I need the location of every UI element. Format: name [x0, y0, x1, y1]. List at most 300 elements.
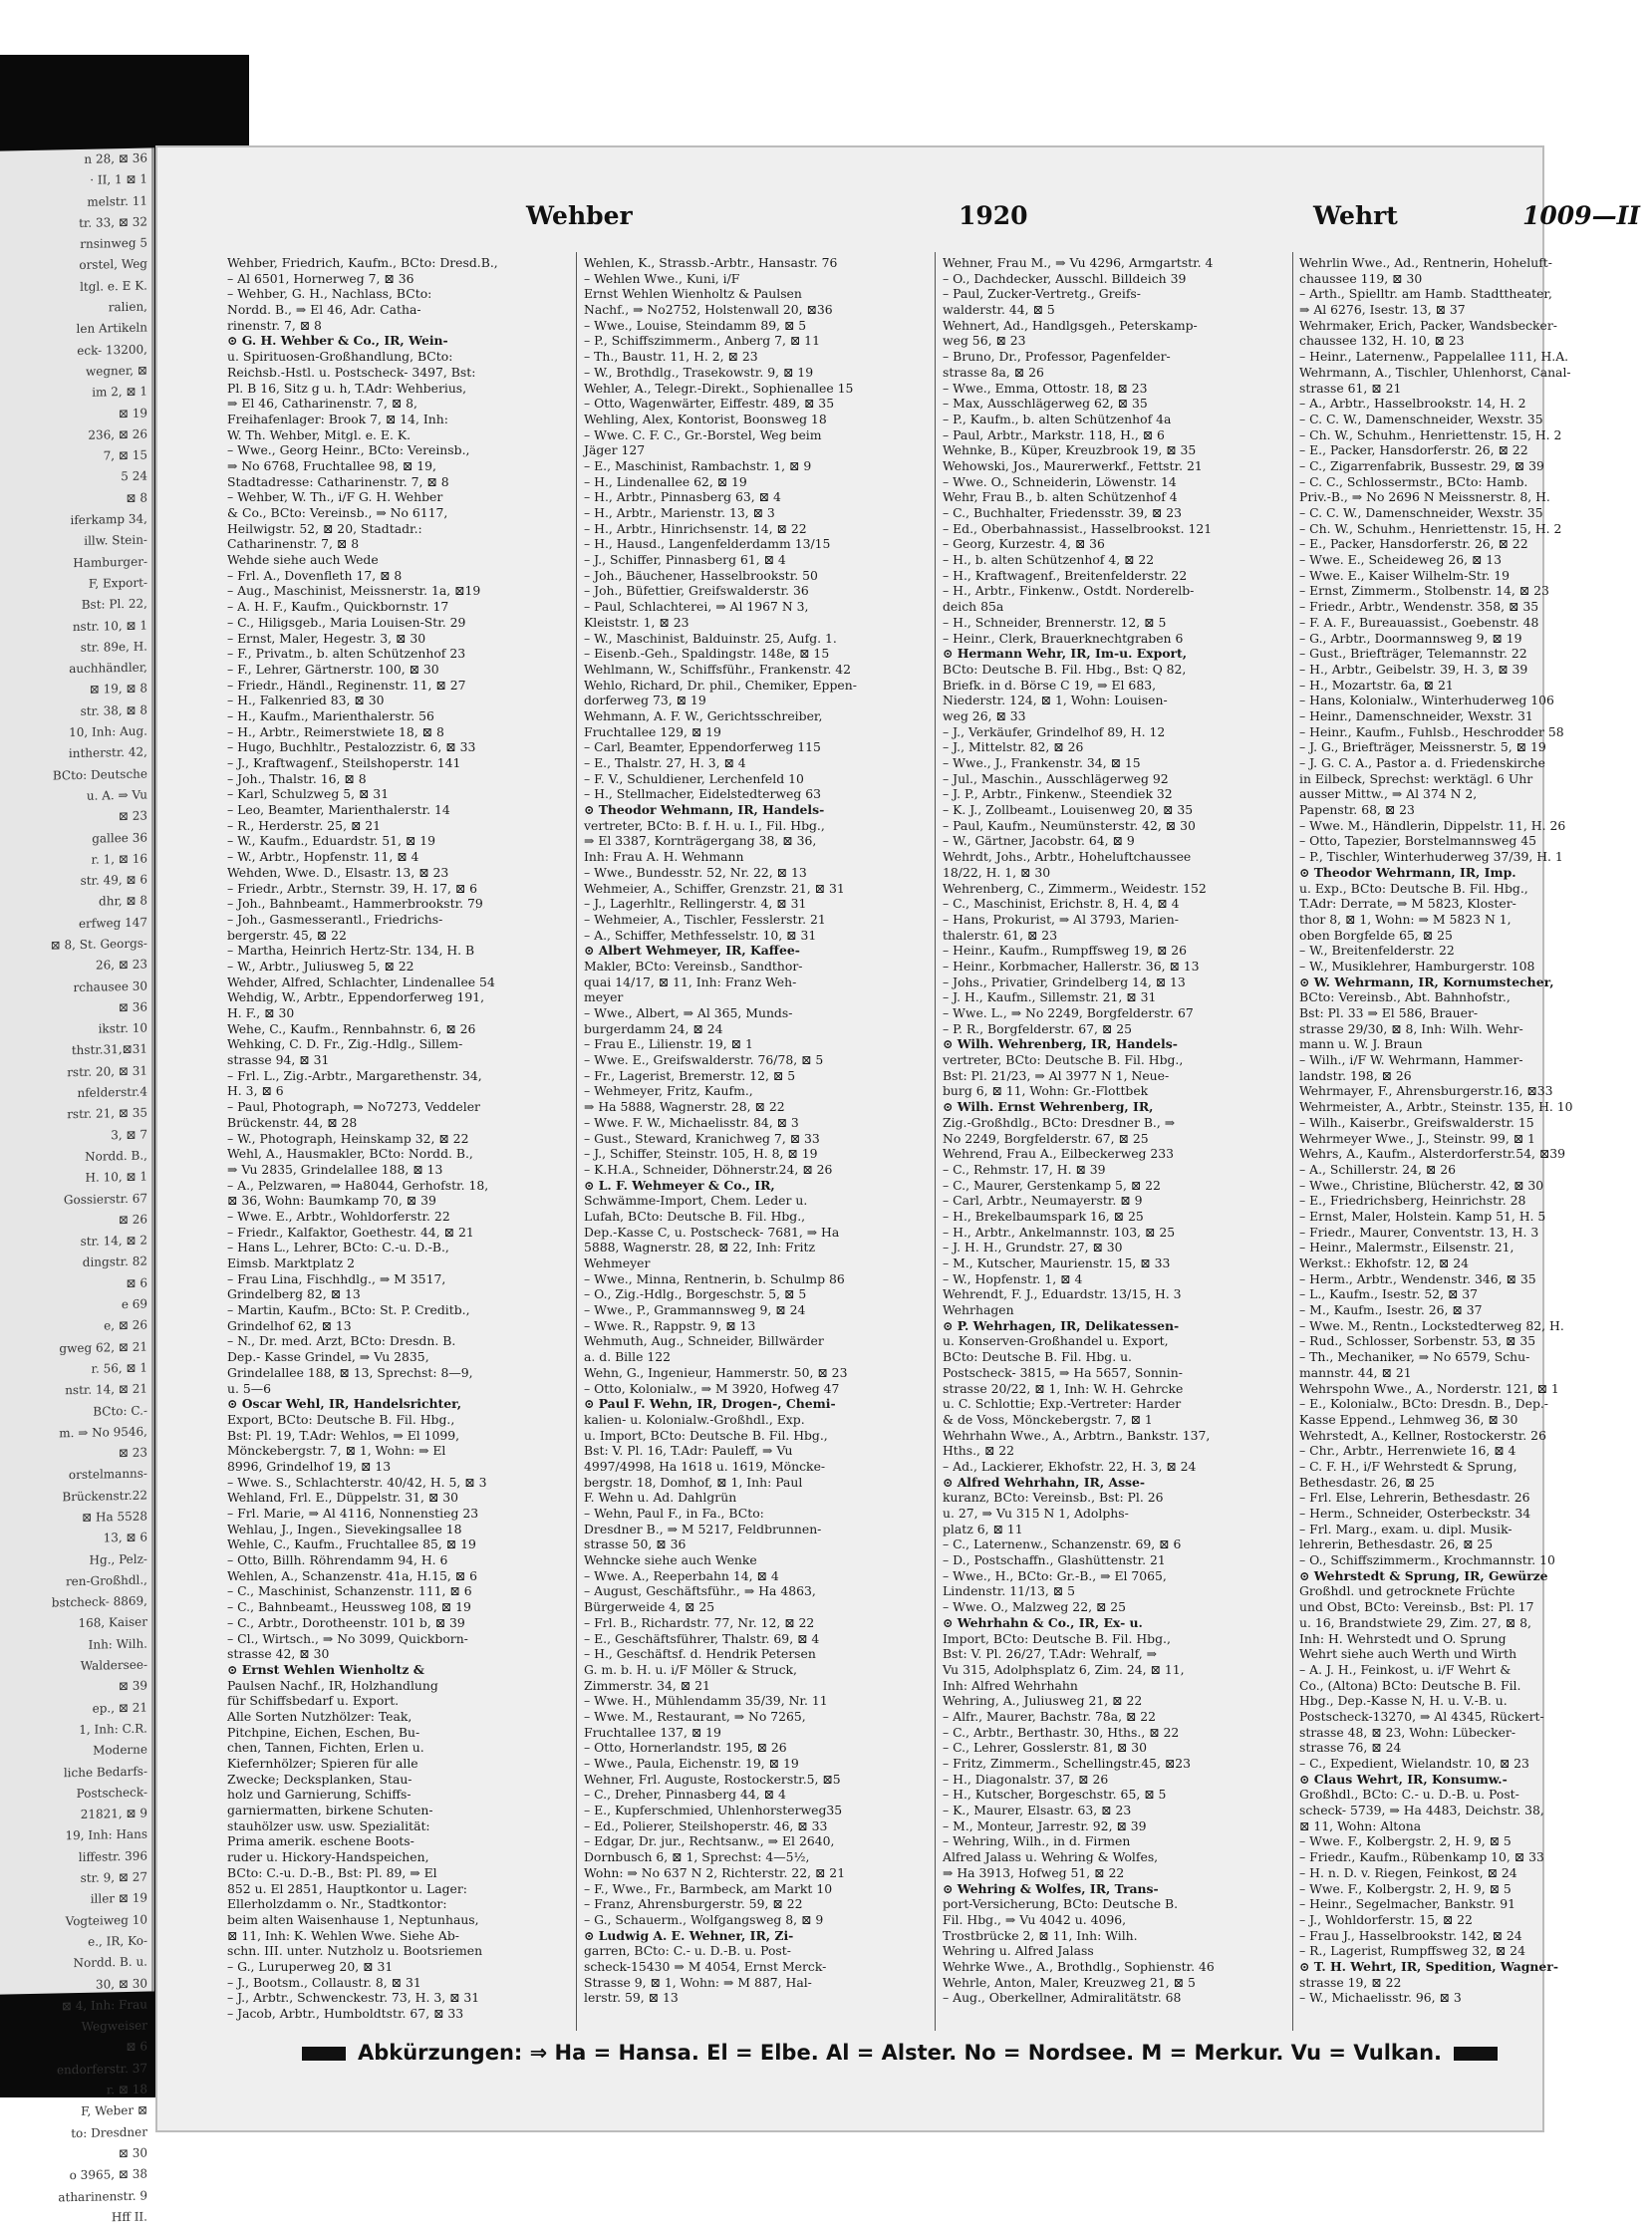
directory-entry-line: mann u. W. J. Braun — [1299, 1036, 1423, 1052]
directory-entry-line: Wehrmaker, Erich, Packer, Wandsbecker- — [1299, 317, 1557, 333]
directory-entry-line: Wehring, A., Juliusweg 21, ⊠ 22 — [943, 1693, 1143, 1709]
directory-entry-line: weg 26, ⊠ 33 — [943, 707, 1026, 723]
directory-entry-line: – Carl, Beamter, Eppendorferweg 115 — [584, 739, 821, 755]
prev-page-line: ⊠ 6 — [126, 1275, 147, 1290]
directory-entry-line: meyer — [584, 989, 624, 1005]
directory-entry-line: Inh: Alfred Wehrhahn — [943, 1677, 1078, 1693]
prev-page-line: orstel, Weg — [79, 257, 147, 273]
prev-page-line: orstelmanns- — [68, 1466, 147, 1483]
directory-entry-line: u. Spirituosen-Großhandlung, BCto: — [227, 349, 453, 365]
directory-entry-line: ⇒ El 46, Catharinenstr. 7, ⊠ 8, — [227, 396, 417, 412]
directory-entry-line: port-Versicherung, BCto: Deutsche B. — [943, 1896, 1179, 1912]
directory-entry-line: ausser Mittw., ⇒ Al 374 N 2, — [1299, 786, 1478, 802]
directory-entry-line: – H., Arbtr., Geibelstr. 39, H. 3, ⊠ 39 — [1299, 661, 1528, 677]
prev-page-line: nstr. 10, ⊠ 1 — [72, 618, 147, 634]
directory-entry-line: – Ernst, Maler, Hegestr. 3, ⊠ 30 — [227, 630, 426, 646]
directory-entry-line: – C., Rehmstr. 17, H. ⊠ 39 — [943, 1161, 1106, 1177]
directory-entry-line: – N., Dr. med. Arzt, BCto: Dresdn. B. — [227, 1333, 456, 1349]
directory-entry-line: Nachf., ⇒ No2752, Holstenwall 20, ⊠36 — [584, 302, 833, 318]
directory-entry-line: ⇒ Ha 5888, Wagnerstr. 28, ⊠ 22 — [584, 1099, 785, 1115]
directory-entry-line: u. 16, Brandstwiete 29, Zim. 27, ⊠ 8, — [1299, 1614, 1531, 1630]
abbreviation-text: Abkürzungen: ⇒ Ha = Hansa. El = Elbe. Al = Alster. No = Nordsee. M = Merkur. Vu = Vulkan. — [357, 2041, 1442, 2065]
footer-ornament-left — [302, 2047, 346, 2061]
prev-page-line: Nordd. B. u. — [73, 1954, 147, 1971]
directory-entry-line: Zig.-Großhdlg., BCto: Dresdner B., ⇒ — [943, 1114, 1176, 1130]
prev-page-line: 13, ⊠ 6 — [103, 1530, 147, 1545]
directory-entry-line: ⊙ Theodor Wehrmann, IR, Imp. — [1299, 864, 1516, 880]
directory-entry-line: ⊠ 11, Inh: K. Wehlen Wwe. Siehe Ab- — [227, 1927, 459, 1943]
header-page-number: 1009—II — [1522, 201, 1640, 230]
directory-entry-line: platz 6, ⊠ 11 — [943, 1521, 1023, 1536]
directory-entry-line: ⇒ Ha 3913, Hofweg 51, ⊠ 22 — [943, 1864, 1125, 1880]
directory-entry-line: – Wehlen Wwe., Kuni, i/F — [584, 270, 740, 286]
directory-entry-line: – Bruno, Dr., Professor, Pagenfelder- — [943, 349, 1171, 365]
directory-entry-line: – A., Arbtr., Hasselbrookstr. 14, H. 2 — [1299, 396, 1526, 412]
directory-entry-line: – Otto, Tapezier, Borstelmannsweg 45 — [1299, 833, 1536, 849]
directory-entry-line: Wehnke, B., Küper, Kreuzbrook 19, ⊠ 35 — [943, 442, 1197, 458]
directory-entry-line: Alle Sorten Nutzhölzer: Teak, — [227, 1708, 413, 1724]
prev-page-line: bstcheck- 8869, — [51, 1593, 147, 1610]
directory-entry-line: – Edgar, Dr. jur., Rechtsanw., ⇒ El 2640, — [584, 1833, 835, 1849]
directory-entry-line: 852 u. El 2851, Hauptkontor u. Lager: — [227, 1880, 467, 1896]
prev-page-line: 26, ⊠ 23 — [95, 957, 147, 973]
prev-page-line: wegner, ⊠ — [86, 363, 147, 379]
directory-entry-line: – A., Schiffer, Methfesselstr. 10, ⊠ 31 — [584, 927, 817, 943]
directory-entry-line: Inh: Frau A. H. Wehmann — [584, 849, 744, 865]
directory-entry-line: – Gust., Steward, Kranichweg 7, ⊠ 33 — [584, 1130, 820, 1146]
prev-page-line: BCto: C.- — [93, 1403, 147, 1419]
directory-entry-line: Strasse 9, ⊠ 1, Wohn: ⇒ M 887, Hal- — [584, 1974, 812, 1990]
directory-entry-line: – Martin, Kaufm., BCto: St. P. Creditb., — [227, 1302, 470, 1318]
directory-entry-line: – Heinr., Laternenw., Pappelallee 111, H.A. — [1299, 349, 1569, 365]
directory-entry-line: ⊙ T. H. Wehrt, IR, Spedition, Wagner- — [1299, 1958, 1558, 1974]
page-header — [317, 201, 1652, 241]
directory-entry-line: – Al 6501, Hornerweg 7, ⊠ 36 — [227, 270, 414, 286]
directory-entry-line: – E., Friedrichsberg, Heinrichstr. 28 — [1299, 1193, 1526, 1209]
directory-entry-line: – H., Arbtr., Pinnasberg 63, ⊠ 4 — [584, 489, 781, 505]
directory-entry-line: Wehrenberg, C., Zimmerm., Weidestr. 152 — [943, 880, 1207, 896]
directory-entry-line: Heilwigstr. 52, ⊠ 20, Stadtadr.: — [227, 520, 422, 536]
directory-entry-line: – Carl, Arbtr., Neumayerstr. ⊠ 9 — [943, 1193, 1143, 1209]
directory-entry-line: Bst: V. Pl. 16, T.Adr: Pauleff, ⇒ Vu — [584, 1443, 793, 1459]
directory-entry-line: – E., Packer, Hansdorferstr. 26, ⊠ 22 — [1299, 442, 1528, 458]
directory-entry-line: ⊙ Hermann Wehr, IR, Im-u. Export, — [943, 646, 1188, 662]
prev-page-line: auchhändler, — [69, 660, 147, 677]
directory-entry-line: – E., Kolonialw., BCto: Dresdn. B., Dep.- — [1299, 1396, 1548, 1412]
directory-entry-line: quai 14/17, ⊠ 11, Inh: Franz Weh- — [584, 974, 797, 989]
prev-page-line: rchausee 30 — [73, 978, 147, 994]
prev-page-line: dingstr. 82 — [82, 1254, 147, 1270]
directory-entry-line: – H., Hausd., Langenfelderdamm 13/15 — [584, 536, 831, 552]
directory-entry-line: ⇒ El 3387, Kornträgergang 38, ⊠ 36, — [584, 833, 817, 849]
directory-entry-line: – Frl. Else, Lehrerin, Bethesdastr. 26 — [1299, 1490, 1530, 1506]
directory-entry-line: – C., Zigarrenfabrik, Bussestr. 29, ⊠ 39 — [1299, 457, 1544, 473]
prev-page-line: 21821, ⊠ 9 — [80, 1806, 147, 1822]
prev-page-line: Moderne — [93, 1742, 147, 1758]
prev-page-line: Hg., Pelz- — [89, 1551, 147, 1567]
directory-entry-line: – Jul., Maschin., Ausschlägerweg 92 — [943, 770, 1169, 786]
directory-entry-line: – Friedr., Arbtr., Wendenstr. 358, ⊠ 35 — [1299, 599, 1539, 615]
directory-entry-line: – E., Packer, Hansdorferstr. 26, ⊠ 22 — [1299, 536, 1528, 552]
prev-page-line: to: Dresdner — [71, 2124, 147, 2140]
directory-entry-line: strasse 50, ⊠ 36 — [584, 1536, 687, 1552]
directory-entry-line: – H., Kutscher, Borgeschstr. 65, ⊠ 5 — [943, 1787, 1167, 1803]
directory-entry-line: – R., Herderstr. 25, ⊠ 21 — [227, 817, 382, 833]
directory-entry-line: – C., Hiligsgeb., Maria Louisen-Str. 29 — [227, 614, 466, 630]
directory-entry-line: – Heinr., Kaufm., Fuhlsb., Heschrodder 58 — [1299, 723, 1564, 739]
directory-entry-line: a. d. Bille 122 — [584, 1349, 671, 1365]
directory-entry-line: – H., Stellmacher, Eidelstedterweg 63 — [584, 786, 821, 802]
prev-page-line: rstr. 20, ⊠ 31 — [67, 1063, 147, 1079]
directory-entry-line: Wehe, C., Kaufm., Rennbahnstr. 6, ⊠ 26 — [227, 1020, 476, 1036]
directory-entry-line: scheck-15430 ⇒ M 4054, Ernst Merck- — [584, 1958, 827, 1974]
directory-entry-line: Wehling, Alex, Kontorist, Boonsweg 18 — [584, 411, 827, 426]
directory-entry-line: Freihafenlager: Brook 7, ⊠ 14, Inh: — [227, 411, 448, 426]
directory-entry-line: Wehlau, J., Ingen., Sievekingsallee 18 — [227, 1521, 462, 1536]
directory-entry-line: – E., Thalstr. 27, H. 3, ⊠ 4 — [584, 755, 746, 770]
directory-entry-line: u. Import, BCto: Deutsche B. Fil. Hbg., — [584, 1427, 828, 1443]
directory-entry-line: Wehner, Frau M., ⇒ Vu 4296, Armgartstr. 4 — [943, 255, 1214, 270]
directory-entry-line: – Wwe. E., Greifswalderstr. 76/78, ⊠ 5 — [584, 1052, 824, 1068]
directory-entry-line: Wehrs, A., Kaufm., Alsterdorferstr.54, ⊠39 — [1299, 1146, 1566, 1162]
directory-entry-line: – Heinr., Segelmacher, Bankstr. 91 — [1299, 1896, 1515, 1912]
directory-entry-line: F. Wehn u. Ad. Dahlgrün — [584, 1490, 737, 1506]
directory-entry-line: – Wwe., Emma, Ottostr. 18, ⊠ 23 — [943, 380, 1148, 396]
directory-entry-line: – J. P., Arbtr., Finkenw., Steendiek 32 — [943, 786, 1173, 802]
directory-entry-line: stauhölzer usw. usw. Spezialität: — [227, 1817, 430, 1833]
directory-entry-line: für Schiffsbedarf u. Export. — [227, 1693, 400, 1709]
directory-entry-line: – Wwe. M., Rentn., Lockstedterweg 82, H. — [1299, 1317, 1564, 1333]
directory-entry-line: ⊠ 36, Wohn: Baumkamp 70, ⊠ 39 — [227, 1193, 436, 1209]
directory-entry-line: – J., Arbtr., Schwenckestr. 73, H. 3, ⊠ 31 — [227, 1990, 480, 2006]
directory-entry-line: Ernst Wehlen Wienholtz & Paulsen — [584, 286, 802, 302]
directory-entry-line: Zimmerstr. 34, ⊠ 21 — [584, 1677, 710, 1693]
directory-entry-line: Dornbusch 6, ⊠ 1, Sprechst: 4—5½, — [584, 1849, 810, 1865]
directory-entry-line: strasse 19, ⊠ 22 — [1299, 1974, 1402, 1990]
directory-entry-line: – W., Arbtr., Juliusweg 5, ⊠ 22 — [227, 958, 414, 974]
directory-entry-line: – Hans, Kolonialw., Winterhuderweg 106 — [1299, 693, 1554, 708]
directory-entry-line: – H., Arbtr., Reimerstwiete 18, ⊠ 8 — [227, 723, 444, 739]
directory-entry-line: chaussee 119, ⊠ 30 — [1299, 270, 1423, 286]
prev-page-line: F, Weber ⊠ — [81, 2102, 147, 2119]
header-first-name: Wehber — [526, 201, 633, 230]
directory-entry-line: – W., Gärtner, Jacobstr. 64, ⊠ 9 — [943, 833, 1135, 849]
directory-entry-line: – W., Musiklehrer, Hamburgerstr. 108 — [1299, 958, 1535, 974]
directory-entry-line: – Frau J., Hasselbrookstr. 142, ⊠ 24 — [1299, 1927, 1522, 1943]
prev-page-line: r. 1, ⊠ 16 — [91, 851, 147, 867]
directory-entry-line: – Wwe., J., Frankenstr. 34, ⊠ 15 — [943, 755, 1141, 770]
directory-entry-line: – W., Michaelisstr. 96, ⊠ 3 — [1299, 1990, 1462, 2006]
directory-entry-line: Schwämme-Import, Chem. Leder u. — [584, 1193, 808, 1209]
directory-entry-line: – C., Maurer, Gerstenkamp 5, ⊠ 22 — [943, 1177, 1161, 1193]
directory-entry-line: chen, Tannen, Fichten, Erlen u. — [227, 1740, 424, 1756]
prev-page-line: e 69 — [121, 1296, 147, 1312]
directory-entry-line: vertreter, BCto: Deutsche B. Fil. Hbg., — [943, 1052, 1184, 1068]
directory-entry-line: – Hans, Prokurist, ⇒ Al 3793, Marien- — [943, 911, 1179, 927]
header-last-name: Wehrt — [1313, 201, 1398, 230]
directory-entry-line: – Martha, Heinrich Hertz-Str. 134, H. B — [227, 943, 475, 959]
directory-entry-line: Export, BCto: Deutsche B. Fil. Hbg., — [227, 1411, 455, 1427]
directory-entry-line: – O., Schiffszimmerm., Krochmannstr. 10 — [1299, 1552, 1555, 1568]
directory-entry-line: – J., Bootsm., Collaustr. 8, ⊠ 31 — [227, 1974, 421, 1990]
directory-entry-line: Bst: Pl. 19, T.Adr: Wehlos, ⇒ El 1099, — [227, 1427, 460, 1443]
directory-entry-line: ⇒ Al 6276, Isestr. 13, ⊠ 37 — [1299, 302, 1466, 318]
directory-entry-line: – C. C., Schlossermstr., BCto: Hamb. — [1299, 473, 1528, 489]
directory-entry-line: und Obst, BCto: Vereinsb., Bst: Pl. 17 — [1299, 1599, 1534, 1615]
directory-entry-line: – C., Buchhalter, Friedensstr. 39, ⊠ 23 — [943, 505, 1182, 520]
directory-entry-line: Werkst.: Ekhofstr. 12, ⊠ 24 — [1299, 1255, 1469, 1270]
prev-page-line: H. 10, ⊠ 1 — [85, 1169, 147, 1186]
directory-entry-line: – H., b. alten Schützenhof 4, ⊠ 22 — [943, 552, 1155, 568]
directory-entry-line: Wehrmeyer Wwe., J., Steinstr. 99, ⊠ 1 — [1299, 1130, 1535, 1146]
directory-entry-line: 5888, Wagnerstr. 28, ⊠ 22, Inh: Fritz — [584, 1240, 815, 1255]
directory-entry-line: – H., Lindenallee 62, ⊠ 19 — [584, 473, 747, 489]
prev-page-line: ⊠ 30 — [118, 2145, 147, 2161]
directory-entry-line: – F., Wwe., Fr., Barmbeck, am Markt 10 — [584, 1880, 833, 1896]
prev-page-line: F, Export- — [88, 575, 147, 591]
directory-entry-line: Stadtadresse: Catharinenstr. 7, ⊠ 8 — [227, 473, 449, 489]
directory-entry-line: Wehrhagen — [943, 1302, 1014, 1318]
directory-entry-line: Postscheck- 3815, ⇒ Ha 5657, Sonnin- — [943, 1364, 1183, 1380]
directory-entry-line: – R., Lagerist, Rumpffsweg 32, ⊠ 24 — [1299, 1943, 1525, 1959]
directory-entry-line: Mönckebergstr. 7, ⊠ 1, Wohn: ⇒ El — [227, 1443, 446, 1459]
directory-entry-line: – F., Lehrer, Gärtnerstr. 100, ⊠ 30 — [227, 661, 439, 677]
directory-entry-line: – Wwe. E., Scheideweg 26, ⊠ 13 — [1299, 552, 1503, 568]
directory-entry-line: Wehden, Wwe. D., Elsastr. 13, ⊠ 23 — [227, 864, 449, 880]
directory-entry-line: Pl. B 16, Sitz g u. h, T.Adr: Wehberius, — [227, 380, 467, 396]
directory-entry-line: – Heinr., Malermstr., Eilsenstr. 21, — [1299, 1240, 1514, 1255]
directory-entry-line: – Joh., Bahnbeamt., Hammerbrookstr. 79 — [227, 896, 483, 912]
directory-entry-line: kalien- u. Kolonialw.-Großhdl., Exp. — [584, 1411, 805, 1427]
prev-page-line: BCto: Deutsche — [52, 766, 147, 783]
prev-page-line: str. 14, ⊠ 2 — [80, 1233, 147, 1250]
directory-entry-line: – Johs., Privatier, Grindelberg 14, ⊠ 13 — [943, 974, 1186, 989]
directory-entry-line: – Wwe. F., Kolbergstr. 2, H. 9, ⊠ 5 — [1299, 1880, 1512, 1896]
directory-entry-line: – Th., Baustr. 11, H. 2, ⊠ 23 — [584, 349, 758, 365]
directory-entry-line: – Herm., Arbtr., Wendenstr. 346, ⊠ 35 — [1299, 1270, 1536, 1286]
directory-entry-line: Dep.-Kasse C, u. Postscheck- 7681, ⇒ Ha — [584, 1224, 840, 1240]
prev-page-line: ralien, — [108, 299, 147, 315]
directory-entry-line: – Otto, Kolonialw., ⇒ M 3920, Hofweg 47 — [584, 1380, 840, 1396]
prev-page-line: o 3965, ⊠ 38 — [69, 2166, 147, 2183]
directory-entry-line: Bst: Pl. 21/23, ⇒ Al 3977 N 1, Neue- — [943, 1067, 1170, 1083]
prev-page-line: liche Bedarfs- — [63, 1764, 147, 1780]
directory-entry-line: burgerdamm 24, ⊠ 24 — [584, 1020, 723, 1036]
directory-entry-line: Grindelberg 82, ⊠ 13 — [227, 1286, 361, 1302]
directory-entry-line: strasse 42, ⊠ 30 — [227, 1646, 330, 1662]
directory-entry-line: – Paul, Schlachterei, ⇒ Al 1967 N 3, — [584, 599, 809, 615]
directory-entry-line: oben Borgfelde 65, ⊠ 25 — [1299, 927, 1453, 943]
directory-entry-line: Fruchtallee 129, ⊠ 19 — [584, 723, 721, 739]
directory-entry-line: – Wwe. E., Kaiser Wilhelm-Str. 19 — [1299, 567, 1511, 583]
directory-entry-line: Jäger 127 — [584, 442, 646, 458]
directory-entry-line: Wohn: ⇒ No 637 N 2, Richterstr. 22, ⊠ 21 — [584, 1864, 846, 1880]
prev-page-line: ⊠ 19, ⊠ 8 — [89, 681, 147, 697]
prev-page-line: illw. Stein- — [84, 532, 147, 549]
prev-page-line: u. A. ⇒ Vu — [86, 787, 147, 803]
prev-page-line: 168, Kaiser — [78, 1615, 147, 1631]
prev-page-line: Brückenstr.22 — [62, 1488, 147, 1505]
directory-entry-line: walderstr. 44, ⊠ 5 — [943, 302, 1055, 318]
directory-entry-line: – H., Arbtr., Marienstr. 13, ⊠ 3 — [584, 505, 775, 520]
directory-entry-line: Wehlen, K., Strassb.-Arbtr., Hansastr. 76 — [584, 255, 838, 270]
directory-entry-line: Wehlen, A., Schanzenstr. 41a, H.15, ⊠ 6 — [227, 1567, 477, 1583]
directory-entry-line: Pitchpine, Eichen, Eschen, Bu- — [227, 1724, 420, 1740]
directory-entry-line: ⊙ Wehrhahn & Co., IR, Ex- u. — [943, 1614, 1143, 1630]
directory-entry-line: strasse 20/22, ⊠ 1, Inh: W. H. Gehrcke — [943, 1380, 1184, 1396]
prev-page-line: ikstr. 10 — [98, 1020, 147, 1036]
directory-entry-line: G. m. b. H. u. i/F Möller & Struck, — [584, 1661, 797, 1677]
directory-entry-line: – H., Arbtr., Finkenw., Ostdt. Norderelb- — [943, 583, 1195, 599]
footer-ornament-right — [1454, 2047, 1498, 2061]
directory-entry-line: Nordd. B., ⇒ El 46, Adr. Catha- — [227, 302, 421, 318]
directory-entry-line: – Heinr., Damenschneider, Wexstr. 31 — [1299, 707, 1533, 723]
prev-page-line: ⊠ Ha 5528 — [82, 1509, 147, 1525]
prev-page-line: melstr. 11 — [87, 193, 147, 209]
prev-page-line: 19, Inh: Hans — [65, 1826, 147, 1843]
directory-entry-line: ⊙ Wilh. Wehrenberg, IR, Handels- — [943, 1036, 1178, 1052]
directory-entry-line: – Arth., Spielltr. am Hamb. Stadttheater, — [1299, 286, 1552, 302]
directory-entry-line: – M., Monteur, Jarrestr. 92, ⊠ 39 — [943, 1817, 1147, 1833]
directory-entry-line: – Wwe. F., Kolbergstr. 2, H. 9, ⊠ 5 — [1299, 1833, 1512, 1849]
directory-entry-line: – Georg, Kurzestr. 4, ⊠ 36 — [943, 536, 1105, 552]
directory-entry-line: Niederstr. 124, ⊠ 1, Wohn: Louisen- — [943, 693, 1168, 708]
column-4 — [1299, 255, 1642, 2006]
directory-entry-line: – J., Lagerhltr., Rellingerstr. 4, ⊠ 31 — [584, 896, 807, 912]
directory-entry-line: Papenstr. 68, ⊠ 23 — [1299, 802, 1415, 818]
directory-entry-line: – Friedr., Maurer, Conventstr. 13, H. 3 — [1299, 1224, 1539, 1240]
prev-page-line: ⊠ 26 — [118, 1212, 147, 1227]
directory-entry-line: – Paul, Photograph, ⇒ No7273, Veddeler — [227, 1099, 480, 1115]
directory-entry-line: – Wehber, W. Th., i/F G. H. Wehber — [227, 489, 443, 505]
directory-entry-line: Paulsen Nachf., IR, Holzhandlung — [227, 1677, 438, 1693]
directory-entry-line: – F. A. F., Bureauassist., Goebenstr. 48 — [1299, 614, 1539, 630]
directory-entry-line: – Otto, Wagenwärter, Eiffestr. 489, ⊠ 35 — [584, 396, 835, 412]
prev-page-line: 236, ⊠ 26 — [88, 426, 147, 442]
directory-entry-line: dorferweg 73, ⊠ 19 — [584, 693, 706, 708]
directory-entry-line: strasse 61, ⊠ 21 — [1299, 380, 1402, 396]
directory-entry-line: – Wwe. M., Händlerin, Dippelstr. 11, H. 26 — [1299, 817, 1566, 833]
prev-page-line: iferkamp 34, — [70, 511, 147, 528]
directory-entry-line: 18/22, H. 1, ⊠ 30 — [943, 864, 1051, 880]
directory-entry-line: – H. n. D. v. Riegen, Feinkost, ⊠ 24 — [1299, 1864, 1517, 1880]
directory-entry-line: – G., Arbtr., Doormannsweg 9, ⊠ 19 — [1299, 630, 1522, 646]
prev-page-line: Vogteiweg 10 — [65, 1912, 147, 1928]
directory-entry-line: No 2249, Borgfelderstr. 67, ⊠ 25 — [943, 1130, 1149, 1146]
directory-entry-line: Alfred Jalass u. Wehring & Wolfes, — [943, 1849, 1159, 1865]
directory-entry-line: – C. F. H., i/F Wehrstedt & Sprung, — [1299, 1458, 1517, 1474]
directory-entry-line: ⊙ W. Wehrmann, IR, Kornumstecher, — [1299, 974, 1554, 989]
previous-page-edge — [0, 147, 154, 2225]
directory-entry-line: – H., Brekelbaumspark 16, ⊠ 25 — [943, 1208, 1144, 1224]
directory-entry-line: Wehring u. Alfred Jalass — [943, 1943, 1094, 1959]
directory-entry-line: ⊙ L. F. Wehmeyer & Co., IR, — [584, 1177, 775, 1193]
directory-entry-line: ⊙ Theodor Wehmann, IR, Handels- — [584, 802, 825, 818]
directory-entry-line: 8996, Grindelhof 19, ⊠ 13 — [227, 1458, 392, 1474]
directory-entry-line: – J. G. C. A., Pastor a. d. Friedenskirche — [1299, 755, 1545, 770]
prev-page-line: m. ⇒ No 9546, — [59, 1424, 147, 1441]
directory-entry-line: T.Adr: Derrate, ⇒ M 5823, Kloster- — [1299, 896, 1516, 912]
directory-entry-line: – J., Kraftwagenf., Steilshoperstr. 141 — [227, 755, 461, 770]
directory-entry-line: Dresdner B., ⇒ M 5217, Feldbrunnen- — [584, 1521, 822, 1536]
directory-entry-line: Wehmeier, A., Schiffer, Grenzstr. 21, ⊠ 31 — [584, 880, 845, 896]
directory-entry-line: – P., Kaufm., b. alten Schützenhof 4a — [943, 411, 1172, 426]
prev-page-line: im 2, ⊠ 1 — [92, 384, 147, 400]
directory-entry-line: – Wwe., Christine, Blücherstr. 42, ⊠ 30 — [1299, 1177, 1544, 1193]
prev-page-line: liffestr. 396 — [78, 1848, 147, 1864]
directory-entry-line: Import, BCto: Deutsche B. Fil. Hbg., — [943, 1630, 1171, 1646]
directory-entry-line: – Wwe. S., Schlachterstr. 40/42, H. 5, ⊠ 3 — [227, 1474, 487, 1490]
directory-entry-line: ⇒ No 6768, Fruchtallee 98, ⊠ 19, — [227, 457, 436, 473]
prev-page-line: Gossierstr. 67 — [63, 1191, 147, 1207]
directory-entry-line: – Wwe. A., Reeperbahn 14, ⊠ 4 — [584, 1567, 779, 1583]
prev-page-line: ⊠ 8 — [126, 490, 147, 505]
directory-entry-line: Wehrend, Frau A., Eilbeckerweg 233 — [943, 1146, 1175, 1162]
directory-entry-line: – Ch. W., Schuhm., Henriettenstr. 15, H. 2 — [1299, 426, 1562, 442]
directory-entry-line: – Joh., Büfettier, Greifswalderstr. 36 — [584, 583, 809, 599]
prev-page-line: Hff II. — [111, 2209, 147, 2225]
directory-entry-line: – Friedr., Arbtr., Sternstr. 39, H. 17, ⊠ 6 — [227, 880, 478, 896]
directory-entry-line: – J., Schiffer, Steinstr. 105, H. 8, ⊠ 19 — [584, 1146, 818, 1162]
directory-entry-line: u. Konserven-Großhandel u. Export, — [943, 1333, 1169, 1349]
prev-page-line: intherstr. 42, — [68, 744, 147, 761]
prev-page-line: ren-Großhdl., — [65, 1572, 147, 1589]
directory-entry-line: ⊙ Ludwig A. E. Wehner, IR, Zi- — [584, 1927, 794, 1943]
prev-page-line: Nordd. B., — [85, 1148, 147, 1164]
directory-entry-line: Wehrlin Wwe., Ad., Rentnerin, Hoheluft- — [1299, 255, 1552, 270]
directory-entry-line: – Wwe. L., ⇒ No 2249, Borgfelderstr. 67 — [943, 1005, 1194, 1020]
prev-page-line: str. 49, ⊠ 6 — [80, 872, 147, 889]
directory-entry-line: Bürgerweide 4, ⊠ 25 — [584, 1599, 715, 1615]
prev-page-line: str. 89e, H. — [80, 639, 147, 655]
directory-entry-line: – J., Schiffer, Pinnasberg 61, ⊠ 4 — [584, 552, 786, 568]
directory-entry-line: deich 85a — [943, 599, 1004, 615]
directory-entry-line: vertreter, BCto: B. f. H. u. I., Fil. Hbg., — [584, 817, 825, 833]
prev-page-line: iller ⊠ 19 — [90, 1890, 147, 1907]
prev-page-line: 5 24 — [121, 468, 147, 484]
directory-entry-line: – Wwe. C. F. C., Gr.-Borstel, Weg beim — [584, 426, 822, 442]
prev-page-line: rnsinweg 5 — [80, 235, 147, 252]
directory-entry-line: Wehmann, A. F. W., Gerichtsschreiber, — [584, 707, 823, 723]
directory-entry-line: BCto: Vereinsb., Abt. Bahnhofstr., — [1299, 989, 1511, 1005]
directory-entry-line: beim alten Waisenhause 1, Neptunhaus, — [227, 1911, 479, 1927]
directory-entry-line: – Friedr., Kalfaktor, Goethestr. 44, ⊠ 21 — [227, 1224, 474, 1240]
directory-entry-line: – J., Mittelstr. 82, ⊠ 26 — [943, 739, 1084, 755]
directory-entry-line: Wehlo, Richard, Dr. phil., Chemiker, Eppen- — [584, 677, 857, 693]
directory-entry-line: – W., Brothdlg., Trasekowstr. 9, ⊠ 19 — [584, 364, 814, 380]
directory-entry-line: – Th., Mechaniker, ⇒ No 6579, Schu- — [1299, 1349, 1530, 1365]
directory-entry-line: – A. H. F., Kaufm., Quickbornstr. 17 — [227, 599, 449, 615]
directory-entry-line: Grindelhof 62, ⊠ 13 — [227, 1317, 352, 1333]
directory-entry-line: – H., Mozartstr. 6a, ⊠ 21 — [1299, 677, 1454, 693]
directory-entry-line: kuranz, BCto: Vereinsb., Bst: Pl. 26 — [943, 1490, 1164, 1506]
directory-entry-line: – Fritz, Zimmerm., Schellingstr.45, ⊠23 — [943, 1756, 1192, 1771]
directory-entry-line: – O., Dachdecker, Ausschl. Billdeich 39 — [943, 270, 1187, 286]
directory-entry-line: – Frl. Marg., exam. u. dipl. Musik- — [1299, 1521, 1513, 1536]
prev-page-line: n 28, ⊠ 36 — [84, 150, 147, 166]
directory-entry-line: – P., Tischler, Winterhuderweg 37/39, H. 1 — [1299, 849, 1563, 865]
directory-entry-line: Eimsb. Marktplatz 2 — [227, 1255, 356, 1270]
directory-entry-line: u. Exp., BCto: Deutsche B. Fil. Hbg., — [1299, 880, 1528, 896]
directory-entry-line: – H., Kraftwagenf., Breitenfelderstr. 22 — [943, 567, 1188, 583]
directory-entry-line: – C., Laternenw., Schanzenstr. 69, ⊠ 6 — [943, 1536, 1182, 1552]
directory-entry-line: – Wwe. O., Schneiderin, Löwenstr. 14 — [943, 473, 1177, 489]
directory-entry-line: & de Voss, Mönckebergstr. 7, ⊠ 1 — [943, 1411, 1153, 1427]
prev-page-line: 3, ⊠ 7 — [111, 1127, 147, 1142]
directory-entry-line: bergerstr. 45, ⊠ 22 — [227, 927, 347, 943]
directory-entry-line: scheck- 5739, ⇒ Ha 4483, Deichstr. 38, — [1299, 1803, 1544, 1818]
directory-entry-line: Lufah, BCto: Deutsche B. Fil. Hbg., — [584, 1208, 806, 1224]
